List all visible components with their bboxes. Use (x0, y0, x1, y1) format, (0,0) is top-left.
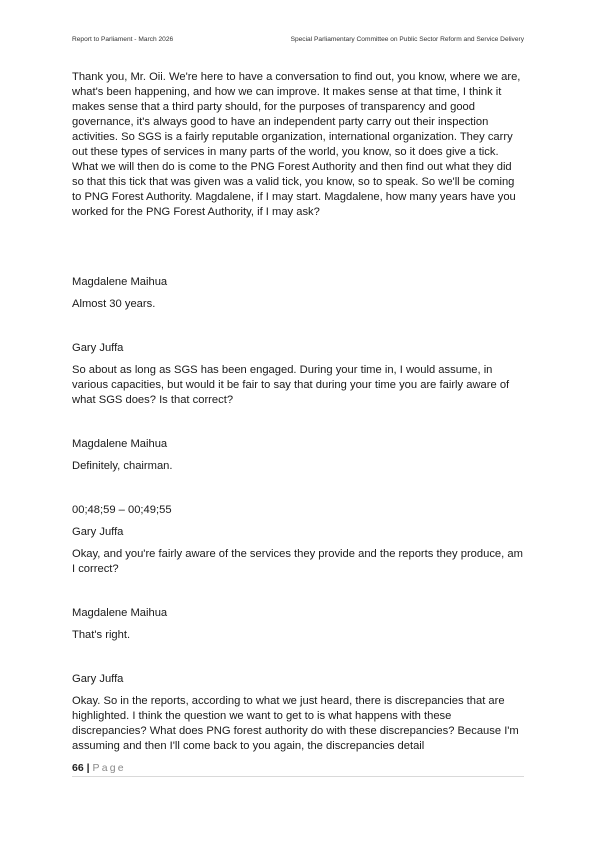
speaker-name: Gary Juffa (72, 673, 124, 685)
footer-separator: | (86, 762, 90, 774)
paragraph-opening-statement: Thank you, Mr. Oii. We're here to have a conversation to find out, you know, where we are, what's been happening, and how we can improve. It makes sense at that time, I think it makes sense that a third party should, for the purposes of transparency and good governance, it's always good to have an independent party carry out their inspection activities. So SGS is a fairly reputable organization, international organization. They carry out these types of services in many parts of the world, you know, so it does give a tick. What we will then do is come to the PNG Forest Authority and then find out what they did so that this tick that was given was a valid tick, you know, so to speak. So we'll be coming to PNG Forest Authority. Magdalene, if I may start. Magdalene, how many years have you worked for the PNG Forest Authority, if I may ask? (72, 71, 521, 219)
transcript-paragraph (72, 363, 524, 408)
speaker-response: That's right. (72, 629, 131, 641)
transcript-paragraph (72, 70, 524, 220)
header-committee-name: Special Parliamentary Committee on Public Sector Reform and Service Delivery (290, 36, 524, 43)
paragraph-question: Okay, and you're fairly aware of the services they provide and the reports they produce, am I correct? (72, 548, 523, 576)
speaker-response: Definitely, chairman. (72, 460, 173, 472)
speaker-name: Gary Juffa (72, 342, 124, 354)
paragraph-question: So about as long as SGS has been engaged. During your time in, I would assume, in various capacities, but would it be fair to say that during your time you are fairly aware of what SGS does? Is that correct? (72, 364, 510, 407)
speaker-name: Magdalene Maihua (72, 607, 168, 619)
transcript-paragraph (72, 547, 524, 577)
paragraph-question: Okay. So in the reports, according to what we just heard, there is discrepancies that are highlighted. I think the question we want to get to is what happens with these discrepancies? What does PNG forest authority do with these discrepancies? Because I'm assuming and then I'll come back to you again, the discrepancies detail (72, 695, 519, 753)
page-footer (72, 762, 524, 774)
speaker-name: Magdalene Maihua (72, 438, 168, 450)
page-label: Page (92, 762, 126, 774)
timestamp: 00;48;59 – 00;49;55 (72, 504, 172, 516)
speaker-name: Gary Juffa (72, 526, 124, 538)
header-report-title: Report to Parliament - March 2026 (72, 36, 174, 43)
footer-rule (72, 776, 524, 777)
speaker-name: Magdalene Maihua (72, 276, 168, 288)
speaker-response: Almost 30 years. (72, 298, 156, 310)
page-number: 66 (72, 762, 84, 774)
transcript-paragraph (72, 694, 524, 754)
